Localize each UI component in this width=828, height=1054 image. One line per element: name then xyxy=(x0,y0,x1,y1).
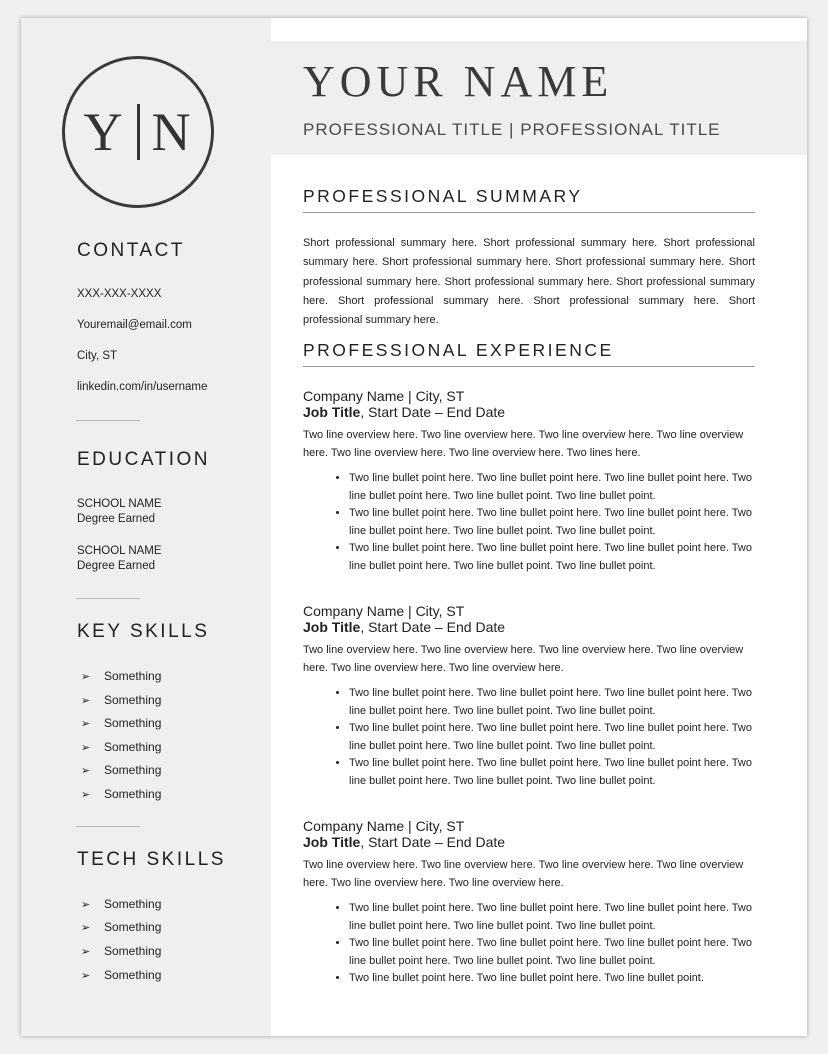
degree-name: Degree Earned xyxy=(77,513,155,525)
company-line: Company Name | City, ST xyxy=(303,818,465,834)
arrow-bullet-icon: ➢ xyxy=(81,718,91,730)
experience-heading: PROFESSIONAL EXPERIENCE xyxy=(303,340,614,360)
tech-skill-item: ➢ Something xyxy=(81,920,162,934)
sidebar-divider xyxy=(76,420,140,421)
job-title-line: Job Title, Start Date – End Date xyxy=(303,619,506,635)
monogram-right: N xyxy=(151,102,193,162)
tech-skill-item: ➢ Something xyxy=(81,968,162,982)
sidebar-divider xyxy=(76,598,140,599)
arrow-bullet-icon: ➢ xyxy=(81,946,91,958)
contact-phone: XXX-XXX-XXXX xyxy=(77,288,162,300)
monogram-divider xyxy=(137,104,140,160)
job-bullets xyxy=(303,685,763,790)
job-overview: Two line overview here. Two line overview here. Two line overview here. Two line overview here. Two line overview here. Two line overview here. xyxy=(303,859,744,889)
professional-title: PROFESSIONAL TITLE | PROFESSIONAL TITLE xyxy=(303,120,721,139)
tech-skill-item: ➢ Something xyxy=(81,897,162,911)
bullet-point: • Two line bullet point here. Two line bullet point here. Two line bullet point here. Two line bullet point here. Two line bullet point. Two line bullet point. xyxy=(349,470,763,505)
bullet-point: • Two line bullet point here. Two line bullet point here. Two line bullet point here. Two line bullet point here. Two line bullet point. Two line bullet point. xyxy=(349,720,763,755)
summary-heading: PROFESSIONAL SUMMARY xyxy=(303,186,583,206)
education-item xyxy=(77,544,162,574)
key-skill-item: ➢ Something xyxy=(81,693,162,707)
school-name: SCHOOL NAME xyxy=(77,498,162,510)
summary-text: Short professional summary here. Short professional summary here. Short professional summary here. Short professional summary here. Short professional summary here. Short professional summary here. Short professional summary here. Short professional summary here. Short professional summary here. Short professional summary here. Short professional summary here. xyxy=(303,237,755,327)
key-skill-item: ➢ Something xyxy=(81,763,162,777)
contact-linkedin: linkedin.com/in/username xyxy=(77,381,208,393)
job-entry xyxy=(303,818,763,988)
bullet-point: • Two line bullet point here. Two line bullet point here. Two line bullet point. xyxy=(349,970,763,988)
arrow-bullet-icon: ➢ xyxy=(81,742,91,754)
bullet-point: • Two line bullet point here. Two line bullet point here. Two line bullet point here. Two line bullet point here. Two line bullet point. Two line bullet point. xyxy=(349,935,763,970)
bullet-point: • Two line bullet point here. Two line bullet point here. Two line bullet point here. Two line bullet point here. Two line bullet point. Two line bullet point. xyxy=(349,505,763,540)
job-entry xyxy=(303,603,763,790)
bullet-point: • Two line bullet point here. Two line bullet point here. Two line bullet point here. Two line bullet point here. Two line bullet point. Two line bullet point. xyxy=(349,540,763,575)
section-rule xyxy=(303,366,755,367)
key-skill-item: ➢ Something xyxy=(81,740,162,754)
job-bullets xyxy=(303,470,763,575)
arrow-bullet-icon: ➢ xyxy=(81,765,91,777)
candidate-name: YOUR NAME xyxy=(303,57,614,106)
arrow-bullet-icon: ➢ xyxy=(81,922,91,934)
contact-email: Youremail@email.com xyxy=(77,319,192,331)
job-overview: Two line overview here. Two line overview here. Two line overview here. Two line overview here. Two line overview here. Two line overview here. Two lines here. xyxy=(303,429,744,459)
resume-page xyxy=(21,18,807,1036)
sidebar-divider xyxy=(76,826,140,827)
bullet-point: • Two line bullet point here. Two line bullet point here. Two line bullet point here. Two line bullet point here. Two line bullet point. Two line bullet point. xyxy=(349,685,763,720)
bullet-point: • Two line bullet point here. Two line bullet point here. Two line bullet point here. Two line bullet point here. Two line bullet point. Two line bullet point. xyxy=(349,900,763,935)
degree-name: Degree Earned xyxy=(77,560,155,572)
arrow-bullet-icon: ➢ xyxy=(81,671,91,683)
job-overview: Two line overview here. Two line overview here. Two line overview here. Two line overview here. Two line overview here. Two line overview here. xyxy=(303,644,744,674)
job-title-line: Job Title, Start Date – End Date xyxy=(303,404,506,420)
tech-skill-item: ➢ Something xyxy=(81,944,162,958)
company-line: Company Name | City, ST xyxy=(303,388,465,404)
arrow-bullet-icon: ➢ xyxy=(81,789,91,801)
contact-location: City, ST xyxy=(77,350,118,362)
tech-skills-heading: TECH SKILLS xyxy=(77,849,226,870)
contact-heading: CONTACT xyxy=(77,240,185,261)
job-bullets xyxy=(303,900,763,988)
arrow-bullet-icon: ➢ xyxy=(81,695,91,707)
section-rule xyxy=(303,212,755,213)
arrow-bullet-icon: ➢ xyxy=(81,970,91,982)
school-name: SCHOOL NAME xyxy=(77,545,162,557)
monogram-logo xyxy=(62,56,214,208)
key-skill-item: ➢ Something xyxy=(81,787,162,801)
bullet-point: • Two line bullet point here. Two line bullet point here. Two line bullet point here. Two line bullet point here. Two line bullet point. Two line bullet point. xyxy=(349,755,763,790)
job-entry xyxy=(303,388,763,575)
education-heading: EDUCATION xyxy=(77,449,210,470)
arrow-bullet-icon: ➢ xyxy=(81,899,91,911)
key-skill-item: ➢ Something xyxy=(81,716,162,730)
key-skill-item: ➢ Something xyxy=(81,669,162,683)
job-title-line: Job Title, Start Date – End Date xyxy=(303,834,506,850)
key-skills-heading: KEY SKILLS xyxy=(77,621,210,642)
monogram-left: Y xyxy=(83,102,125,162)
company-line: Company Name | City, ST xyxy=(303,603,465,619)
education-item xyxy=(77,497,162,527)
